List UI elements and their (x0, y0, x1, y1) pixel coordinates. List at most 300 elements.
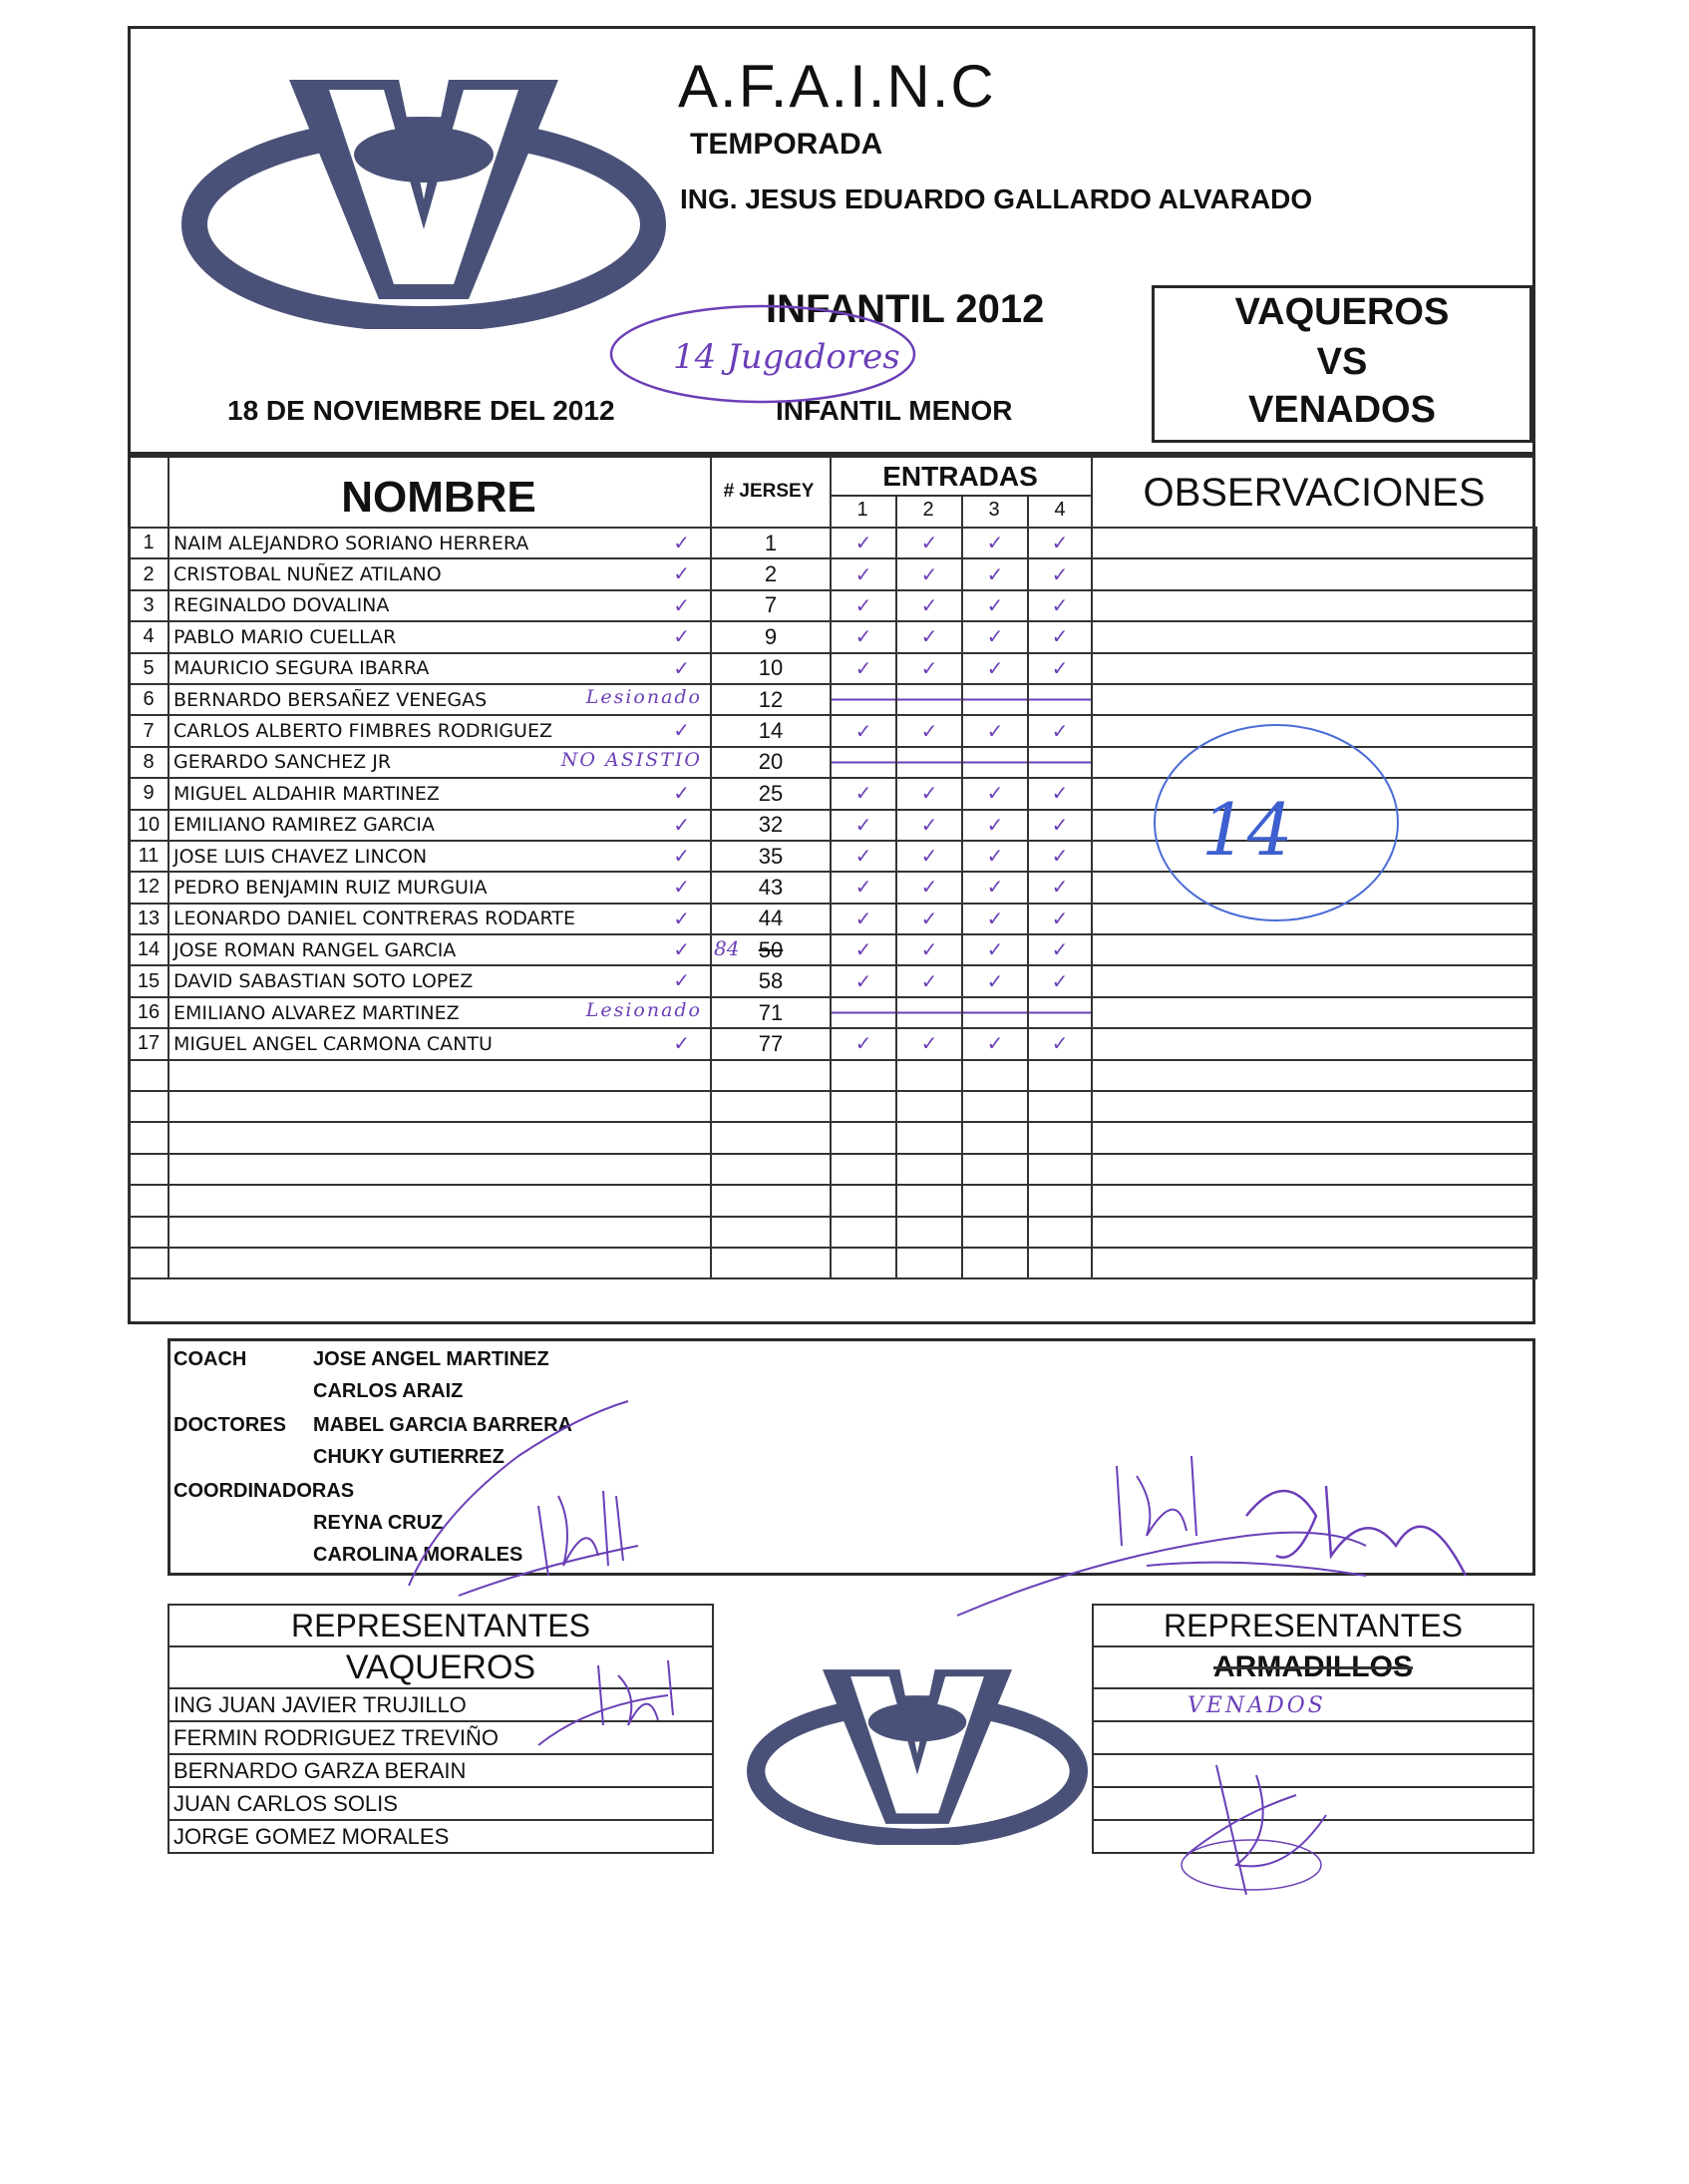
check-icon: ✓ (986, 655, 1004, 680)
empty-cell (169, 1248, 711, 1278)
player-name (169, 528, 711, 558)
player-name (169, 1028, 711, 1059)
inning-4-cell (1028, 653, 1092, 684)
inning-4-cell (1028, 904, 1092, 934)
inning-2-cell (896, 747, 962, 778)
player-name-text: DAVID SABASTIAN SOTO LOPEZ (173, 970, 474, 993)
player-name (169, 997, 711, 1028)
jersey-number (711, 590, 831, 621)
empty-cell (962, 1091, 1028, 1122)
empty-cell (831, 1217, 896, 1248)
inning-1-cell (831, 684, 896, 715)
jersey-number-text: 35 (758, 843, 784, 869)
notes-cell (1092, 934, 1536, 965)
vs-label: VS (1316, 341, 1368, 383)
check-icon: ✓ (986, 531, 1004, 555)
jersey-number-text: 10 (758, 655, 784, 681)
row-number (129, 810, 169, 841)
inning-2-header: 2 (922, 499, 934, 521)
handwritten-player-count: 14 Jugadores (673, 337, 900, 377)
empty-cell (1092, 1185, 1536, 1216)
player-name (169, 965, 711, 996)
empty-row (129, 1217, 1536, 1248)
empty-cell (831, 1060, 896, 1091)
table-row (129, 590, 1536, 621)
away-team-handwritten: VENADOS (1187, 1692, 1326, 1718)
row-number-text: 4 (143, 625, 155, 648)
inning-3-cell (962, 965, 1028, 996)
check-icon: ✓ (854, 531, 872, 555)
player-name (169, 590, 711, 621)
row-number (129, 997, 169, 1028)
empty-cell (711, 1217, 831, 1248)
check-icon: ✓ (986, 906, 1004, 930)
inning-2-cell (896, 965, 962, 996)
empty-cell (831, 1154, 896, 1185)
coach-2: CARLOS ARAIZ (313, 1380, 464, 1402)
check-icon: ✓ (1051, 531, 1069, 555)
staff-signature (399, 1396, 658, 1606)
jersey-number (711, 872, 831, 903)
row-number (129, 590, 169, 621)
inning-3-cell (962, 934, 1028, 965)
row-number-text: 2 (143, 562, 155, 585)
check-icon: ✓ (920, 781, 938, 806)
jersey-number-text: 44 (758, 906, 784, 931)
player-name-text: GERARDO SANCHEZ JR (173, 751, 392, 774)
inning-3-cell (962, 997, 1028, 1028)
row-number (129, 778, 169, 809)
player-name-text: CRISTOBAL NUÑEZ ATILANO (173, 563, 442, 586)
coordinators-label: COORDINADORAS (173, 1480, 355, 1502)
check-icon: ✓ (854, 968, 872, 993)
empty-cell (962, 1122, 1028, 1153)
row-number (129, 1028, 169, 1059)
check-icon: ✓ (920, 812, 938, 837)
inning-3-cell (962, 904, 1028, 934)
row-number (129, 872, 169, 903)
coordinator-1: REYNA CRUZ (313, 1512, 444, 1534)
jersey-number-text: 2 (764, 561, 778, 587)
empty-cell (711, 1091, 831, 1122)
inning-2-cell (896, 841, 962, 872)
player-name (169, 684, 711, 715)
player-name-text: BERNARDO BERSAÑEZ VENEGAS (173, 688, 488, 711)
inning-1-cell (831, 872, 896, 903)
check-icon: ✓ (920, 968, 938, 993)
table-row (129, 558, 1536, 589)
season-label: TEMPORADA (690, 128, 883, 161)
check-icon: ✓ (986, 812, 1004, 837)
player-name (169, 904, 711, 934)
empty-cell (129, 1217, 169, 1248)
player-name-text: JOSE LUIS CHAVEZ LINCON (173, 845, 428, 868)
check-icon: ✓ (854, 561, 872, 586)
empty-cell (896, 1185, 962, 1216)
home-rep-2: FERMIN RODRIGUEZ TREVIÑO (169, 1721, 713, 1754)
empty-row (129, 1248, 1536, 1278)
empty-cell (962, 1154, 1028, 1185)
jersey-number-text: 43 (758, 874, 784, 900)
player-name (169, 872, 711, 903)
notes-column-header: OBSERVACIONES (1143, 471, 1486, 515)
inning-2-cell (896, 621, 962, 652)
player-name-text: LEONARDO DANIEL CONTRERAS RODARTE (173, 908, 575, 930)
attendance-check-icon: ✓ (673, 812, 690, 837)
inning-4-cell (1028, 747, 1092, 778)
org-title: A.F.A.I.N.C (678, 53, 996, 120)
doctor-2: CHUKY GUTIERREZ (313, 1446, 505, 1468)
jersey-number-text: 58 (758, 968, 784, 994)
empty-cell (129, 1154, 169, 1185)
jersey-number (711, 1028, 831, 1059)
doctor-1: MABEL GARCIA BARRERA (313, 1414, 572, 1436)
row-number (129, 558, 169, 589)
row-number-text: 13 (137, 907, 161, 929)
inning-1-cell (831, 747, 896, 778)
empty-cell (896, 1248, 962, 1278)
notes-cell (1092, 965, 1536, 996)
empty-cell (1028, 1248, 1092, 1278)
check-icon: ✓ (1051, 937, 1069, 962)
check-icon: ✓ (986, 592, 1004, 617)
inning-2-cell (896, 715, 962, 746)
inning-2-cell (896, 934, 962, 965)
attendance-check-icon: ✓ (673, 718, 690, 743)
home-reps-team: VAQUEROS (169, 1646, 713, 1688)
inning-2-cell (896, 558, 962, 589)
attendance-check-icon: ✓ (673, 781, 690, 806)
row-number-text: 12 (137, 876, 161, 899)
empty-cell (1028, 1217, 1092, 1248)
row-number-text: 8 (143, 750, 155, 773)
inning-2-cell (896, 810, 962, 841)
inning-1-cell (831, 778, 896, 809)
row-number-text: 17 (137, 1032, 161, 1055)
inning-4-cell (1028, 558, 1092, 589)
jersey-number-text: 7 (764, 592, 778, 618)
check-icon: ✓ (854, 718, 872, 743)
row-number-text: 10 (137, 813, 161, 836)
check-icon: ✓ (986, 937, 1004, 962)
jersey-number (711, 528, 831, 558)
check-icon: ✓ (986, 875, 1004, 900)
inning-1-header: 1 (856, 499, 868, 521)
empty-cell (896, 1122, 962, 1153)
inning-1-cell (831, 653, 896, 684)
empty-row (129, 1091, 1536, 1122)
check-icon: ✓ (920, 875, 938, 900)
empty-cell (962, 1217, 1028, 1248)
empty-cell (1028, 1185, 1092, 1216)
inning-1-cell (831, 997, 896, 1028)
empty-cell (1028, 1091, 1092, 1122)
jersey-number (711, 997, 831, 1028)
innings-column-header: ENTRADAS (882, 461, 1038, 492)
player-name (169, 810, 711, 841)
away-rep-2 (1093, 1721, 1533, 1754)
empty-cell (129, 1185, 169, 1216)
inning-2-cell (896, 904, 962, 934)
row-number-text: 1 (143, 532, 155, 554)
check-icon: ✓ (854, 812, 872, 837)
notes-cell (1092, 684, 1536, 715)
jersey-number (711, 778, 831, 809)
jersey-number (711, 621, 831, 652)
check-icon: ✓ (920, 1031, 938, 1056)
player-name (169, 621, 711, 652)
inning-4-cell (1028, 715, 1092, 746)
jersey-number (711, 904, 831, 934)
check-icon: ✓ (986, 624, 1004, 649)
check-icon: ✓ (1051, 655, 1069, 680)
inning-1-cell (831, 528, 896, 558)
row-number (129, 934, 169, 965)
jersey-number-text: 71 (758, 999, 784, 1025)
coach-1: JOSE ANGEL MARTINEZ (313, 1348, 549, 1370)
player-name-text: PEDRO BENJAMIN RUIZ MURGUIA (173, 876, 488, 899)
inning-4-cell (1028, 528, 1092, 558)
president-name: ING. JESUS EDUARDO GALLARDO ALVARADO (680, 183, 1313, 214)
jersey-number-text: 14 (758, 718, 784, 744)
jersey-number (711, 934, 831, 965)
empty-cell (169, 1217, 711, 1248)
check-icon: ✓ (920, 624, 938, 649)
check-icon: ✓ (986, 718, 1004, 743)
check-icon: ✓ (986, 781, 1004, 806)
player-name (169, 934, 711, 965)
coach-label: COACH (173, 1348, 247, 1370)
inning-4-cell (1028, 590, 1092, 621)
home-rep-4: JUAN CARLOS SOLIS (169, 1787, 713, 1820)
home-rep-5: JORGE GOMEZ MORALES (169, 1820, 713, 1853)
attendance-check-icon: ✓ (673, 843, 690, 868)
check-icon: ✓ (920, 937, 938, 962)
empty-cell (896, 1060, 962, 1091)
check-icon: ✓ (1051, 718, 1069, 743)
player-name-text: MIGUEL ANGEL CARMONA CANTU (173, 1032, 493, 1055)
empty-cell (1092, 1122, 1536, 1153)
inning-3-cell (962, 653, 1028, 684)
check-icon: ✓ (920, 844, 938, 869)
notes-cell (1092, 621, 1536, 652)
empty-cell (896, 1091, 962, 1122)
empty-cell (711, 1060, 831, 1091)
check-icon: ✓ (986, 1031, 1004, 1056)
player-name-text: EMILIANO ALVAREZ MARTINEZ (173, 1001, 460, 1024)
inning-3-cell (962, 684, 1028, 715)
inning-4-cell (1028, 778, 1092, 809)
player-name-text: CARLOS ALBERTO FIMBRES RODRIGUEZ (173, 720, 552, 743)
check-icon: ✓ (1051, 844, 1069, 869)
check-icon: ✓ (920, 655, 938, 680)
inning-2-cell (896, 684, 962, 715)
check-icon: ✓ (854, 655, 872, 680)
inning-1-cell (831, 965, 896, 996)
table-row (129, 934, 1536, 965)
match-date: 18 DE NOVIEMBRE DEL 2012 (227, 395, 615, 426)
empty-cell (169, 1122, 711, 1153)
home-rep-3: BERNARDO GARZA BERAIN (169, 1754, 713, 1787)
attendance-check-icon: ✓ (673, 906, 690, 930)
player-name-text: JOSE ROMAN RANGEL GARCIA (173, 938, 457, 961)
empty-cell (1092, 1154, 1536, 1185)
player-name-text: NAIM ALEJANDRO SORIANO HERRERA (173, 532, 529, 554)
empty-cell (962, 1060, 1028, 1091)
empty-cell (129, 1060, 169, 1091)
handwritten-jersey-correction: 84 (714, 936, 740, 961)
empty-cell (169, 1185, 711, 1216)
empty-row (129, 1060, 1536, 1091)
inning-3-cell (962, 810, 1028, 841)
check-icon: ✓ (1051, 1031, 1069, 1056)
inning-3-cell (962, 841, 1028, 872)
inning-1-cell (831, 621, 896, 652)
inning-1-cell (831, 715, 896, 746)
jersey-number (711, 715, 831, 746)
subcategory: INFANTIL MENOR (776, 395, 1013, 426)
footer-logo-icon (728, 1655, 1107, 1845)
home-reps-title: REPRESENTANTES (169, 1605, 713, 1646)
check-icon: ✓ (854, 1031, 872, 1056)
inning-3-cell (962, 1028, 1028, 1059)
check-icon: ✓ (1051, 592, 1069, 617)
attendance-check-icon: ✓ (673, 968, 690, 993)
row-number (129, 653, 169, 684)
attendance-check-icon: ✓ (673, 624, 690, 649)
empty-cell (169, 1091, 711, 1122)
coordinator-2: CAROLINA MORALES (313, 1544, 523, 1566)
handwritten-note: Lesionado (585, 685, 702, 708)
check-icon: ✓ (920, 718, 938, 743)
jersey-number-text: 20 (758, 749, 784, 775)
inning-2-cell (896, 872, 962, 903)
row-number (129, 621, 169, 652)
inning-2-cell (896, 1028, 962, 1059)
inning-3-cell (962, 621, 1028, 652)
row-number-text: 11 (138, 845, 160, 868)
player-name-text: PABLO MARIO CUELLAR (173, 625, 397, 648)
inning-2-cell (896, 653, 962, 684)
check-icon: ✓ (854, 937, 872, 962)
home-reps-signature (528, 1645, 708, 1755)
empty-cell (711, 1248, 831, 1278)
row-number (129, 904, 169, 934)
empty-cell (169, 1154, 711, 1185)
inning-3-header: 3 (988, 499, 1000, 521)
inning-4-cell (1028, 810, 1092, 841)
inning-4-cell (1028, 997, 1092, 1028)
doctors-label: DOCTORES (173, 1414, 286, 1436)
inning-4-cell (1028, 621, 1092, 652)
check-icon: ✓ (986, 968, 1004, 993)
jersey-number (711, 747, 831, 778)
empty-cell (169, 1060, 711, 1091)
check-icon: ✓ (986, 844, 1004, 869)
inning-3-cell (962, 590, 1028, 621)
jersey-number-text: 1 (764, 530, 778, 555)
player-name (169, 653, 711, 684)
empty-cell (1028, 1122, 1092, 1153)
inning-3-cell (962, 715, 1028, 746)
player-name-text: MAURICIO SEGURA IBARRA (173, 657, 430, 680)
away-team: VENADOS (1248, 389, 1436, 431)
empty-cell (831, 1185, 896, 1216)
away-team-printed: ARMADILLOS (1213, 1650, 1413, 1683)
check-icon: ✓ (920, 531, 938, 555)
player-name-text: EMILIANO RAMIREZ GARCIA (173, 814, 435, 837)
attendance-check-icon: ✓ (673, 875, 690, 900)
notes-cell (1092, 528, 1536, 558)
jersey-number-text: 32 (758, 812, 784, 838)
empty-cell (831, 1248, 896, 1278)
row-number-text: 3 (143, 593, 155, 616)
row-number-text: 14 (137, 938, 161, 961)
empty-row (129, 1154, 1536, 1185)
jersey-number (711, 653, 831, 684)
inning-4-cell (1028, 872, 1092, 903)
check-icon: ✓ (854, 844, 872, 869)
check-icon: ✓ (1051, 875, 1069, 900)
player-name (169, 747, 711, 778)
empty-cell (711, 1122, 831, 1153)
check-icon: ✓ (854, 592, 872, 617)
team-logo-icon (179, 60, 668, 329)
check-icon: ✓ (920, 592, 938, 617)
attendance-check-icon: ✓ (673, 561, 690, 586)
inning-2-cell (896, 528, 962, 558)
attendance-check-icon: ✓ (673, 531, 690, 554)
handwritten-note: Lesionado (585, 998, 702, 1021)
home-team: VAQUEROS (1234, 291, 1450, 333)
check-icon: ✓ (854, 781, 872, 806)
handwritten-note: NO ASISTIO (560, 748, 702, 771)
category-title: INFANTIL 2012 (766, 287, 1045, 331)
table-row (129, 684, 1536, 715)
jersey-number-text: 12 (758, 686, 784, 712)
player-name-text: MIGUEL ALDAHIR MARTINEZ (173, 782, 440, 805)
player-name (169, 841, 711, 872)
attendance-check-icon: ✓ (673, 592, 690, 617)
check-icon: ✓ (854, 624, 872, 649)
check-icon: ✓ (986, 561, 1004, 586)
row-number-text: 9 (143, 782, 155, 805)
away-reps-title: REPRESENTANTES (1093, 1605, 1533, 1646)
inning-1-cell (831, 590, 896, 621)
inning-4-cell (1028, 934, 1092, 965)
notes-cell (1092, 1028, 1536, 1059)
attendance-check-icon: ✓ (673, 1031, 690, 1056)
inning-2-cell (896, 778, 962, 809)
jersey-column-header: # JERSEY (723, 481, 815, 502)
row-number (129, 841, 169, 872)
inning-3-cell (962, 778, 1028, 809)
away-rep-1 (1093, 1688, 1533, 1721)
empty-cell (962, 1248, 1028, 1278)
jersey-number (711, 965, 831, 996)
check-icon: ✓ (920, 906, 938, 930)
inning-4-cell (1028, 841, 1092, 872)
empty-cell (711, 1185, 831, 1216)
check-icon: ✓ (1051, 968, 1069, 993)
empty-cell (129, 1091, 169, 1122)
inning-2-cell (896, 590, 962, 621)
check-icon: ✓ (1051, 624, 1069, 649)
empty-cell (962, 1185, 1028, 1216)
empty-cell (1092, 1060, 1536, 1091)
away-reps-team-printed (1093, 1646, 1533, 1688)
check-icon: ✓ (1051, 906, 1069, 930)
